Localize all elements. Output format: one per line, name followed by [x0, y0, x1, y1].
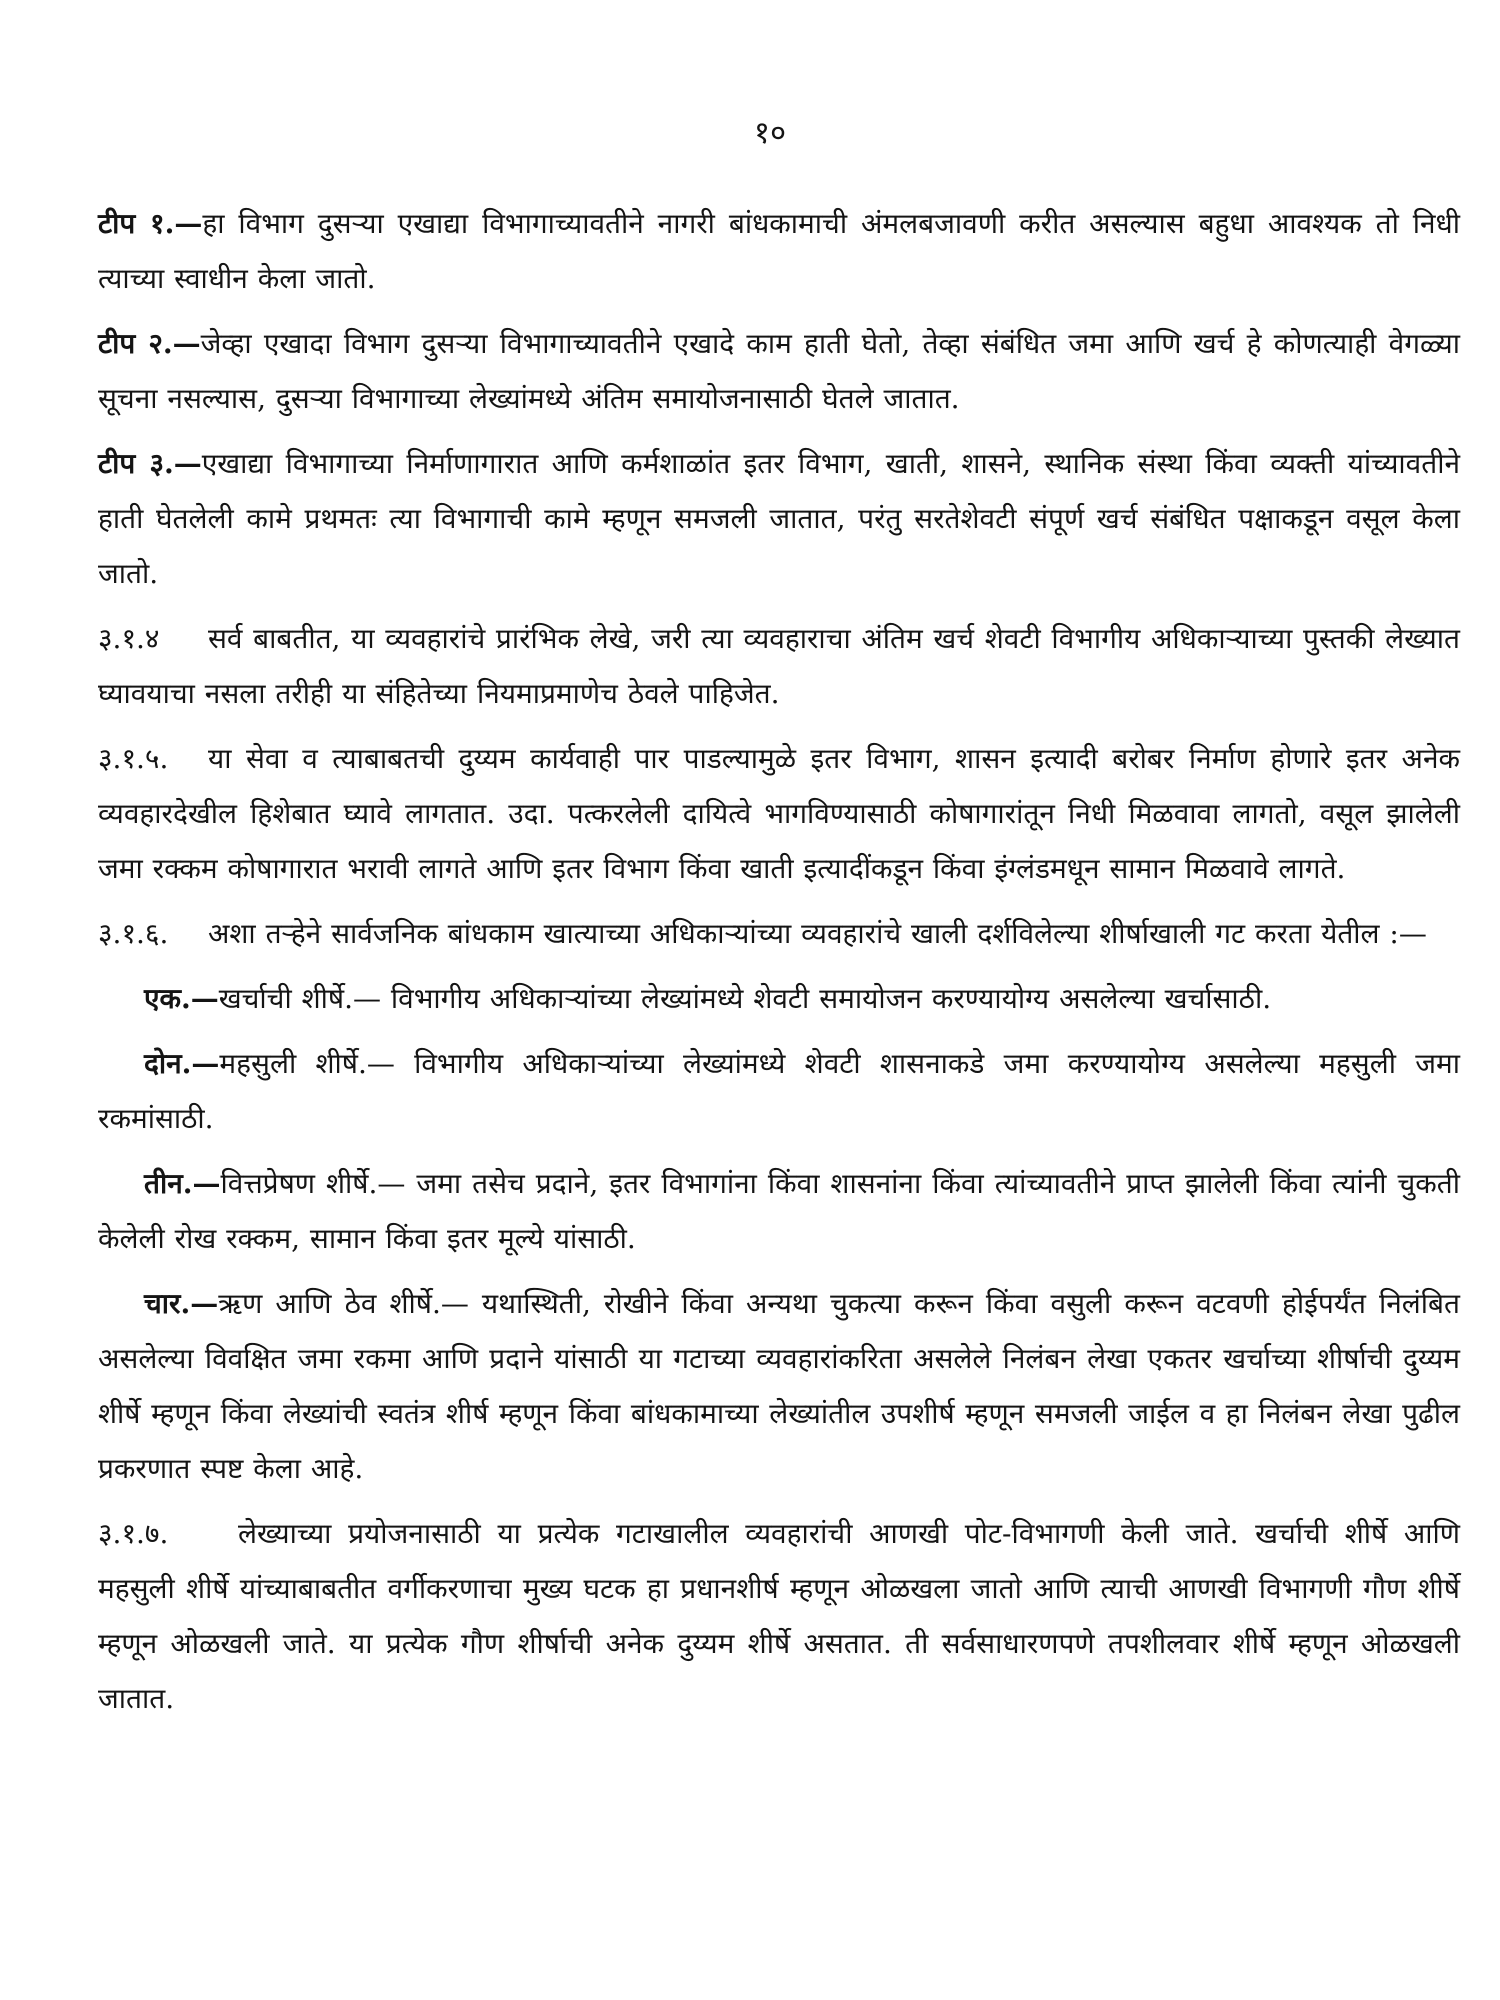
section-3-1-7-number: ३.१.७. — [98, 1517, 169, 1550]
head-group-3-label: तीन.— — [144, 1167, 221, 1200]
head-group-2-label: दोन.— — [144, 1047, 220, 1080]
section-3-1-6-text: अशा तऱ्हेने सार्वजनिक बांधकाम खात्याच्या अधिकाऱ्यांच्या व्यवहारांचे खाली दर्शविलेल्या शीर्षाखाली गट करता येतील :— — [208, 917, 1427, 950]
section-3-1-4 — [98, 611, 1460, 721]
section-3-1-7 — [98, 1506, 1460, 1726]
head-group-1-text: खर्चाची शीर्षे.— विभागीय अधिकाऱ्यांच्या लेख्यांमध्ये शेवटी समायोजन करण्यायोग्य असलेल्या खर्चासाठी. — [218, 982, 1272, 1015]
note-2 — [98, 316, 1460, 426]
note-1-label: टीप १.— — [98, 207, 203, 240]
section-3-1-5 — [98, 731, 1460, 896]
head-group-1 — [98, 971, 1460, 1026]
section-3-1-4-number: ३.१.४ — [98, 622, 160, 655]
section-3-1-5-text: या सेवा व त्याबाबतची दुय्यम कार्यवाही पार पाडल्यामुळे इतर विभाग, शासन इत्यादी बरोबर निर्माण होणारे इतर अनेक व्यवहारदेखील हिशेबात घ्यावे लागतात. उदा. पत्करलेली दायित्वे भागविण्यासाठी कोषागारांतून निधी मिळवावा लागतो, वसूल झालेली जमा रक्कम कोषागारात भरावी लागते आणि इतर विभाग किंवा खाती इत्यादींकडून किंवा इंग्लंडमधून सामान मिळवावे लागते. — [98, 742, 1460, 885]
section-3-1-7-text: लेख्याच्या प्रयोजनासाठी या प्रत्येक गटाखालील व्यवहारांची आणखी पोट-विभागणी केली जाते. खर्चाची शीर्षे आणि महसुली शीर्षे यांच्याबाबतीत वर्गीकरणाचा मुख्य घटक हा प्रधानशीर्ष म्हणून ओळखला जातो आणि त्याची आणखी विभागणी गौण शीर्षे म्हणून ओळखली जाते. या प्रत्येक गौण शीर्षाची अनेक दुय्यम शीर्षे असतात. ती सर्वसाधारणपणे तपशीलवार शीर्षे म्हणून ओळखली जातात. — [98, 1517, 1460, 1715]
note-1 — [98, 196, 1460, 306]
note-1-text: हा विभाग दुसऱ्या एखाद्या विभागाच्यावतीने नागरी बांधकामाची अंमलबजावणी करीत असल्यास बहुधा आवश्यक तो निधी त्याच्या स्वाधीन केला जातो. — [98, 207, 1460, 295]
note-3 — [98, 436, 1460, 601]
head-group-3-text: वित्तप्रेषण शीर्षे.— जमा तसेच प्रदाने, इतर विभागांना किंवा शासनांना किंवा त्यांच्यावतीने प्राप्त झालेली किंवा त्यांनी चुकती केलेली रोख रक्कम, सामान किंवा इतर मूल्ये यांसाठी. — [98, 1167, 1460, 1255]
head-group-2 — [98, 1036, 1460, 1146]
section-3-1-6 — [98, 906, 1460, 961]
head-group-3 — [98, 1156, 1460, 1266]
page-number: १० — [753, 115, 787, 151]
section-3-1-5-number: ३.१.५. — [98, 742, 169, 775]
head-group-4 — [98, 1276, 1460, 1496]
head-group-1-label: एक.— — [144, 982, 219, 1015]
head-group-4-text: ऋण आणि ठेव शीर्षे.— यथास्थिती, रोखीने किंवा अन्यथा चुकत्या करून किंवा वसुली करून वटवणी होईपर्यंत निलंबित असलेल्या विवक्षित जमा रकमा आणि प्रदाने यांसाठी या गटाच्या व्यवहारांकरिता असलेले निलंबन लेखा एकतर खर्चाच्या शीर्षाची दुय्यम शीर्षे म्हणून किंवा लेख्यांची स्वतंत्र शीर्ष म्हणून किंवा बांधकामाच्या लेख्यांतील उपशीर्ष म्हणून समजली जाईल व हा निलंबन लेखा पुढील प्रकरणात स्पष्ट केला आहे. — [98, 1287, 1460, 1485]
section-3-1-6-number: ३.१.६. — [98, 917, 169, 950]
note-2-label: टीप २.— — [98, 327, 201, 360]
head-group-2-text: महसुली शीर्षे.— विभागीय अधिकाऱ्यांच्या लेख्यांमध्ये शेवटी शासनाकडे जमा करण्यायोग्य असलेल्या महसुली जमा रकमांसाठी. — [98, 1047, 1460, 1135]
head-group-4-label: चार.— — [144, 1287, 219, 1320]
note-3-text: एखाद्या विभागाच्या निर्माणागारात आणि कर्मशाळांत इतर विभाग, खाती, शासने, स्थानिक संस्था किंवा व्यक्ती यांच्यावतीने हाती घेतलेली कामे प्रथमतः त्या विभागाची कामे म्हणून समजली जातात, परंतु सरतेशेवटी संपूर्ण खर्च संबंधित पक्षाकडून वसूल केला जातो. — [98, 447, 1461, 590]
note-2-text: जेव्हा एखादा विभाग दुसऱ्या विभागाच्यावतीने एखादे काम हाती घेतो, तेव्हा संबंधित जमा आणि खर्च हे कोणत्याही वेगळ्या सूचना नसल्यास, दुसऱ्या विभागाच्या लेख्यांमध्ये अंतिम समायोजनासाठी घेतले जातात. — [98, 327, 1460, 415]
section-3-1-4-text: सर्व बाबतीत, या व्यवहारांचे प्रारंभिक लेखे, जरी त्या व्यवहाराचा अंतिम खर्च शेवटी विभागीय अधिकाऱ्याच्या पुस्तकी लेख्यात घ्यावयाचा नसला तरीही या संहितेच्या नियमाप्रमाणेच ठेवले पाहिजेत. — [98, 622, 1460, 710]
note-3-label: टीप ३.— — [98, 447, 202, 480]
